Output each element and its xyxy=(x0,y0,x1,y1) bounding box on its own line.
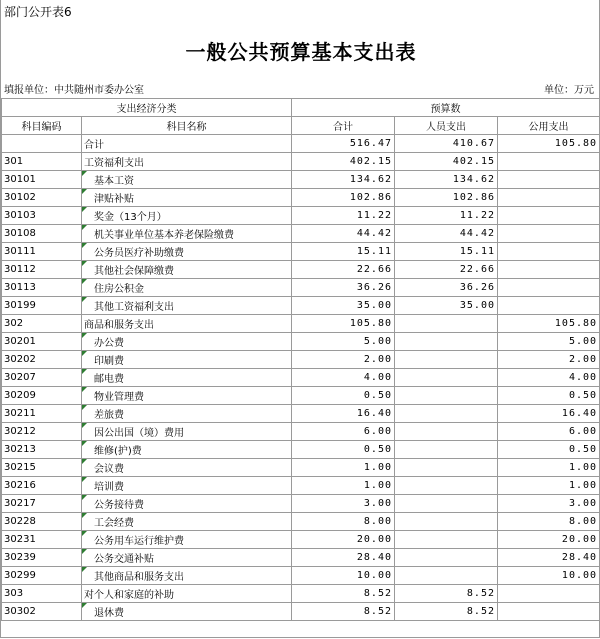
table-row xyxy=(2,315,600,333)
cell-name[interactable]: 其他社会保障缴费 xyxy=(82,261,292,279)
cell-total[interactable]: 36.26 xyxy=(292,279,395,297)
cell-total[interactable]: 22.66 xyxy=(292,261,395,279)
cell-public[interactable]: 1.00 xyxy=(498,459,600,477)
table-row xyxy=(2,333,600,351)
cell-name[interactable]: 工会经费 xyxy=(82,513,292,531)
cell-code[interactable]: 30217 xyxy=(2,495,82,513)
cell-name[interactable]: 公务员医疗补助缴费 xyxy=(82,243,292,261)
header-total[interactable]: 合计 xyxy=(292,117,395,135)
cell-code[interactable]: 30103 xyxy=(2,207,82,225)
expenditure-table xyxy=(1,98,600,621)
cell-name[interactable]: 合计 xyxy=(82,135,292,153)
cell-total[interactable]: 6.00 xyxy=(292,423,395,441)
cell-public[interactable]: 0.50 xyxy=(498,441,600,459)
cell-public[interactable] xyxy=(498,189,600,207)
cell-public[interactable] xyxy=(498,225,600,243)
cell-code[interactable]: 30239 xyxy=(2,549,82,567)
table-row xyxy=(2,477,600,495)
cell-public[interactable]: 5.00 xyxy=(498,333,600,351)
cell-name[interactable]: 对个人和家庭的补助 xyxy=(82,585,292,603)
cell-personnel[interactable]: 8.52 xyxy=(395,585,498,603)
cell-code[interactable]: 30201 xyxy=(2,333,82,351)
cell-code[interactable]: 30215 xyxy=(2,459,82,477)
cell-personnel[interactable] xyxy=(395,459,498,477)
cell-total[interactable]: 1.00 xyxy=(292,477,395,495)
cell-personnel[interactable]: 11.22 xyxy=(395,207,498,225)
table-row xyxy=(2,405,600,423)
cell-name[interactable]: 住房公积金 xyxy=(82,279,292,297)
cell-total[interactable]: 102.86 xyxy=(292,189,395,207)
cell-personnel[interactable]: 15.11 xyxy=(395,243,498,261)
cell-total[interactable]: 28.40 xyxy=(292,549,395,567)
cell-personnel[interactable]: 36.26 xyxy=(395,279,498,297)
cell-personnel[interactable]: 402.15 xyxy=(395,153,498,171)
cell-name[interactable]: 物业管理费 xyxy=(82,387,292,405)
cell-code[interactable]: 30112 xyxy=(2,261,82,279)
table-row xyxy=(2,135,600,153)
table-row xyxy=(2,603,600,621)
cell-code[interactable]: 30108 xyxy=(2,225,82,243)
cell-public[interactable]: 4.00 xyxy=(498,369,600,387)
header-name[interactable]: 科目名称 xyxy=(82,117,292,135)
cell-code[interactable]: 30211 xyxy=(2,405,82,423)
cell-code[interactable]: 30111 xyxy=(2,243,82,261)
cell-personnel[interactable] xyxy=(395,567,498,585)
cell-name[interactable]: 奖金（13个月） xyxy=(82,207,292,225)
cell-name[interactable]: 邮电费 xyxy=(82,369,292,387)
cell-personnel[interactable]: 8.52 xyxy=(395,603,498,621)
cell-personnel[interactable] xyxy=(395,495,498,513)
cell-name[interactable]: 维修(护)费 xyxy=(82,441,292,459)
cell-public[interactable]: 3.00 xyxy=(498,495,600,513)
cell-code[interactable]: 30231 xyxy=(2,531,82,549)
cell-name[interactable]: 差旅费 xyxy=(82,405,292,423)
cell-total[interactable]: 15.11 xyxy=(292,243,395,261)
table-row xyxy=(2,585,600,603)
cell-code[interactable]: 30113 xyxy=(2,279,82,297)
table-row xyxy=(2,279,600,297)
cell-public[interactable] xyxy=(498,297,600,315)
cell-name[interactable]: 公务交通补贴 xyxy=(82,549,292,567)
cell-name[interactable]: 办公费 xyxy=(82,333,292,351)
cell-code[interactable]: 30212 xyxy=(2,423,82,441)
table-row xyxy=(2,207,600,225)
cell-total[interactable]: 0.50 xyxy=(292,441,395,459)
cell-name[interactable]: 印刷费 xyxy=(82,351,292,369)
cell-public[interactable]: 0.50 xyxy=(498,387,600,405)
cell-code[interactable]: 30209 xyxy=(2,387,82,405)
cell-name[interactable]: 退休费 xyxy=(82,603,292,621)
cell-personnel[interactable] xyxy=(395,351,498,369)
table-row xyxy=(2,369,600,387)
table-row xyxy=(2,243,600,261)
table-row xyxy=(2,171,600,189)
document-label: 部门公开表6 xyxy=(4,5,72,19)
cell-total[interactable]: 1.00 xyxy=(292,459,395,477)
table-row xyxy=(2,567,600,585)
cell-name[interactable]: 其他工资福利支出 xyxy=(82,297,292,315)
cell-total[interactable]: 4.00 xyxy=(292,369,395,387)
cell-public[interactable]: 28.40 xyxy=(498,549,600,567)
cell-total[interactable]: 44.42 xyxy=(292,225,395,243)
table-row xyxy=(2,441,600,459)
cell-public[interactable]: 16.40 xyxy=(498,405,600,423)
cell-total[interactable]: 516.47 xyxy=(292,135,395,153)
cell-personnel[interactable] xyxy=(395,333,498,351)
cell-total[interactable]: 105.80 xyxy=(292,315,395,333)
currency-unit: 单位：万元 xyxy=(544,85,594,96)
cell-total[interactable]: 16.40 xyxy=(292,405,395,423)
cell-public[interactable] xyxy=(498,261,600,279)
cell-personnel[interactable]: 22.66 xyxy=(395,261,498,279)
cell-code[interactable]: 302 xyxy=(2,315,82,333)
cell-name[interactable]: 津贴补贴 xyxy=(82,189,292,207)
cell-personnel[interactable] xyxy=(395,441,498,459)
cell-total[interactable]: 8.52 xyxy=(292,603,395,621)
cell-code[interactable]: 30228 xyxy=(2,513,82,531)
cell-personnel[interactable] xyxy=(395,477,498,495)
cell-total[interactable]: 8.00 xyxy=(292,513,395,531)
cell-name[interactable]: 商品和服务支出 xyxy=(82,315,292,333)
cell-public[interactable]: 105.80 xyxy=(498,315,600,333)
cell-code[interactable]: 30101 xyxy=(2,171,82,189)
cell-public[interactable] xyxy=(498,585,600,603)
cell-personnel[interactable] xyxy=(395,369,498,387)
cell-total[interactable]: 134.62 xyxy=(292,171,395,189)
cell-personnel[interactable] xyxy=(395,405,498,423)
cell-code[interactable]: 30199 xyxy=(2,297,82,315)
cell-name[interactable]: 公务用车运行维护费 xyxy=(82,531,292,549)
header-personnel[interactable]: 人员支出 xyxy=(395,117,498,135)
cell-personnel[interactable] xyxy=(395,387,498,405)
reporting-unit: 填报单位：中共随州市委办公室 xyxy=(4,85,144,96)
cell-code[interactable]: 303 xyxy=(2,585,82,603)
cell-name[interactable]: 培训费 xyxy=(82,477,292,495)
cell-code[interactable]: 30299 xyxy=(2,567,82,585)
cell-public[interactable]: 20.00 xyxy=(498,531,600,549)
cell-name[interactable]: 会议费 xyxy=(82,459,292,477)
header-budget-amount[interactable]: 预算数 xyxy=(292,99,600,117)
cell-code[interactable] xyxy=(2,135,82,153)
cell-public[interactable]: 105.80 xyxy=(498,135,600,153)
cell-total[interactable]: 0.50 xyxy=(292,387,395,405)
table-row xyxy=(2,495,600,513)
header-group-row xyxy=(2,99,600,117)
cell-code[interactable]: 30207 xyxy=(2,369,82,387)
cell-total[interactable]: 402.15 xyxy=(292,153,395,171)
cell-public[interactable] xyxy=(498,243,600,261)
table-row xyxy=(2,387,600,405)
cell-total[interactable]: 5.00 xyxy=(292,333,395,351)
cell-public[interactable] xyxy=(498,279,600,297)
cell-public[interactable]: 1.00 xyxy=(498,477,600,495)
header-public[interactable]: 公用支出 xyxy=(498,117,600,135)
page-title: 一般公共预算基本支出表 xyxy=(185,40,417,64)
cell-personnel[interactable]: 35.00 xyxy=(395,297,498,315)
table-row xyxy=(2,261,600,279)
cell-total[interactable]: 20.00 xyxy=(292,531,395,549)
cell-code[interactable]: 30202 xyxy=(2,351,82,369)
cell-code[interactable]: 30302 xyxy=(2,603,82,621)
cell-name[interactable]: 工资福利支出 xyxy=(82,153,292,171)
cell-public[interactable] xyxy=(498,603,600,621)
table-row xyxy=(2,531,600,549)
table-row xyxy=(2,423,600,441)
cell-total[interactable]: 3.00 xyxy=(292,495,395,513)
cell-public[interactable]: 8.00 xyxy=(498,513,600,531)
cell-name[interactable]: 公务接待费 xyxy=(82,495,292,513)
cell-personnel[interactable]: 410.67 xyxy=(395,135,498,153)
cell-public[interactable] xyxy=(498,171,600,189)
cell-personnel[interactable] xyxy=(395,549,498,567)
cell-personnel[interactable] xyxy=(395,531,498,549)
cell-total[interactable]: 35.00 xyxy=(292,297,395,315)
cell-code[interactable]: 30213 xyxy=(2,441,82,459)
header-code[interactable]: 科目编码 xyxy=(2,117,82,135)
table-row xyxy=(2,459,600,477)
cell-name[interactable]: 因公出国（境）费用 xyxy=(82,423,292,441)
table-row xyxy=(2,189,600,207)
table-row xyxy=(2,225,600,243)
cell-personnel[interactable]: 44.42 xyxy=(395,225,498,243)
cell-code[interactable]: 30216 xyxy=(2,477,82,495)
cell-public[interactable]: 10.00 xyxy=(498,567,600,585)
cell-code[interactable]: 30102 xyxy=(2,189,82,207)
cell-name[interactable]: 其他商品和服务支出 xyxy=(82,567,292,585)
cell-personnel[interactable]: 134.62 xyxy=(395,171,498,189)
cell-personnel[interactable] xyxy=(395,315,498,333)
cell-public[interactable]: 2.00 xyxy=(498,351,600,369)
cell-public[interactable] xyxy=(498,207,600,225)
table-row xyxy=(2,351,600,369)
table-row xyxy=(2,297,600,315)
table-row xyxy=(2,153,600,171)
cell-public[interactable]: 6.00 xyxy=(498,423,600,441)
cell-total[interactable]: 10.00 xyxy=(292,567,395,585)
cell-total[interactable]: 11.22 xyxy=(292,207,395,225)
cell-name[interactable]: 基本工资 xyxy=(82,171,292,189)
header-column-row xyxy=(2,117,600,135)
header-economic-classification[interactable]: 支出经济分类 xyxy=(2,99,292,117)
table-row xyxy=(2,549,600,567)
cell-code[interactable]: 301 xyxy=(2,153,82,171)
cell-personnel[interactable] xyxy=(395,423,498,441)
cell-public[interactable] xyxy=(498,153,600,171)
cell-total[interactable]: 8.52 xyxy=(292,585,395,603)
cell-personnel[interactable]: 102.86 xyxy=(395,189,498,207)
cell-name[interactable]: 机关事业单位基本养老保险缴费 xyxy=(82,225,292,243)
table-row xyxy=(2,513,600,531)
table-body xyxy=(2,135,600,621)
cell-total[interactable]: 2.00 xyxy=(292,351,395,369)
cell-personnel[interactable] xyxy=(395,513,498,531)
